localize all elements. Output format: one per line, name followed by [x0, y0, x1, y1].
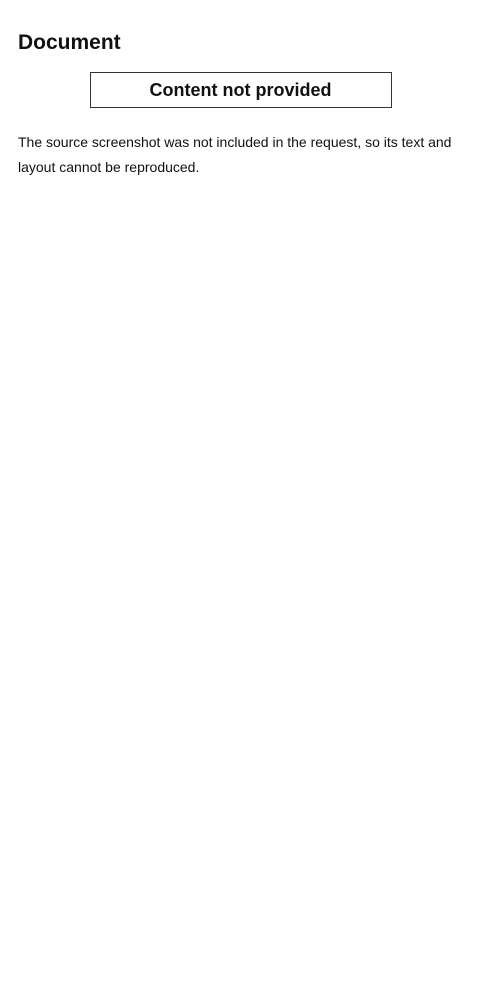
page-title: Document	[18, 31, 121, 54]
section-heading-label: Content not provided	[149, 79, 332, 100]
section-heading	[90, 72, 392, 108]
body-text: The source screenshot was not included in the request, so its text and layout cannot be reproduced.	[18, 134, 452, 175]
